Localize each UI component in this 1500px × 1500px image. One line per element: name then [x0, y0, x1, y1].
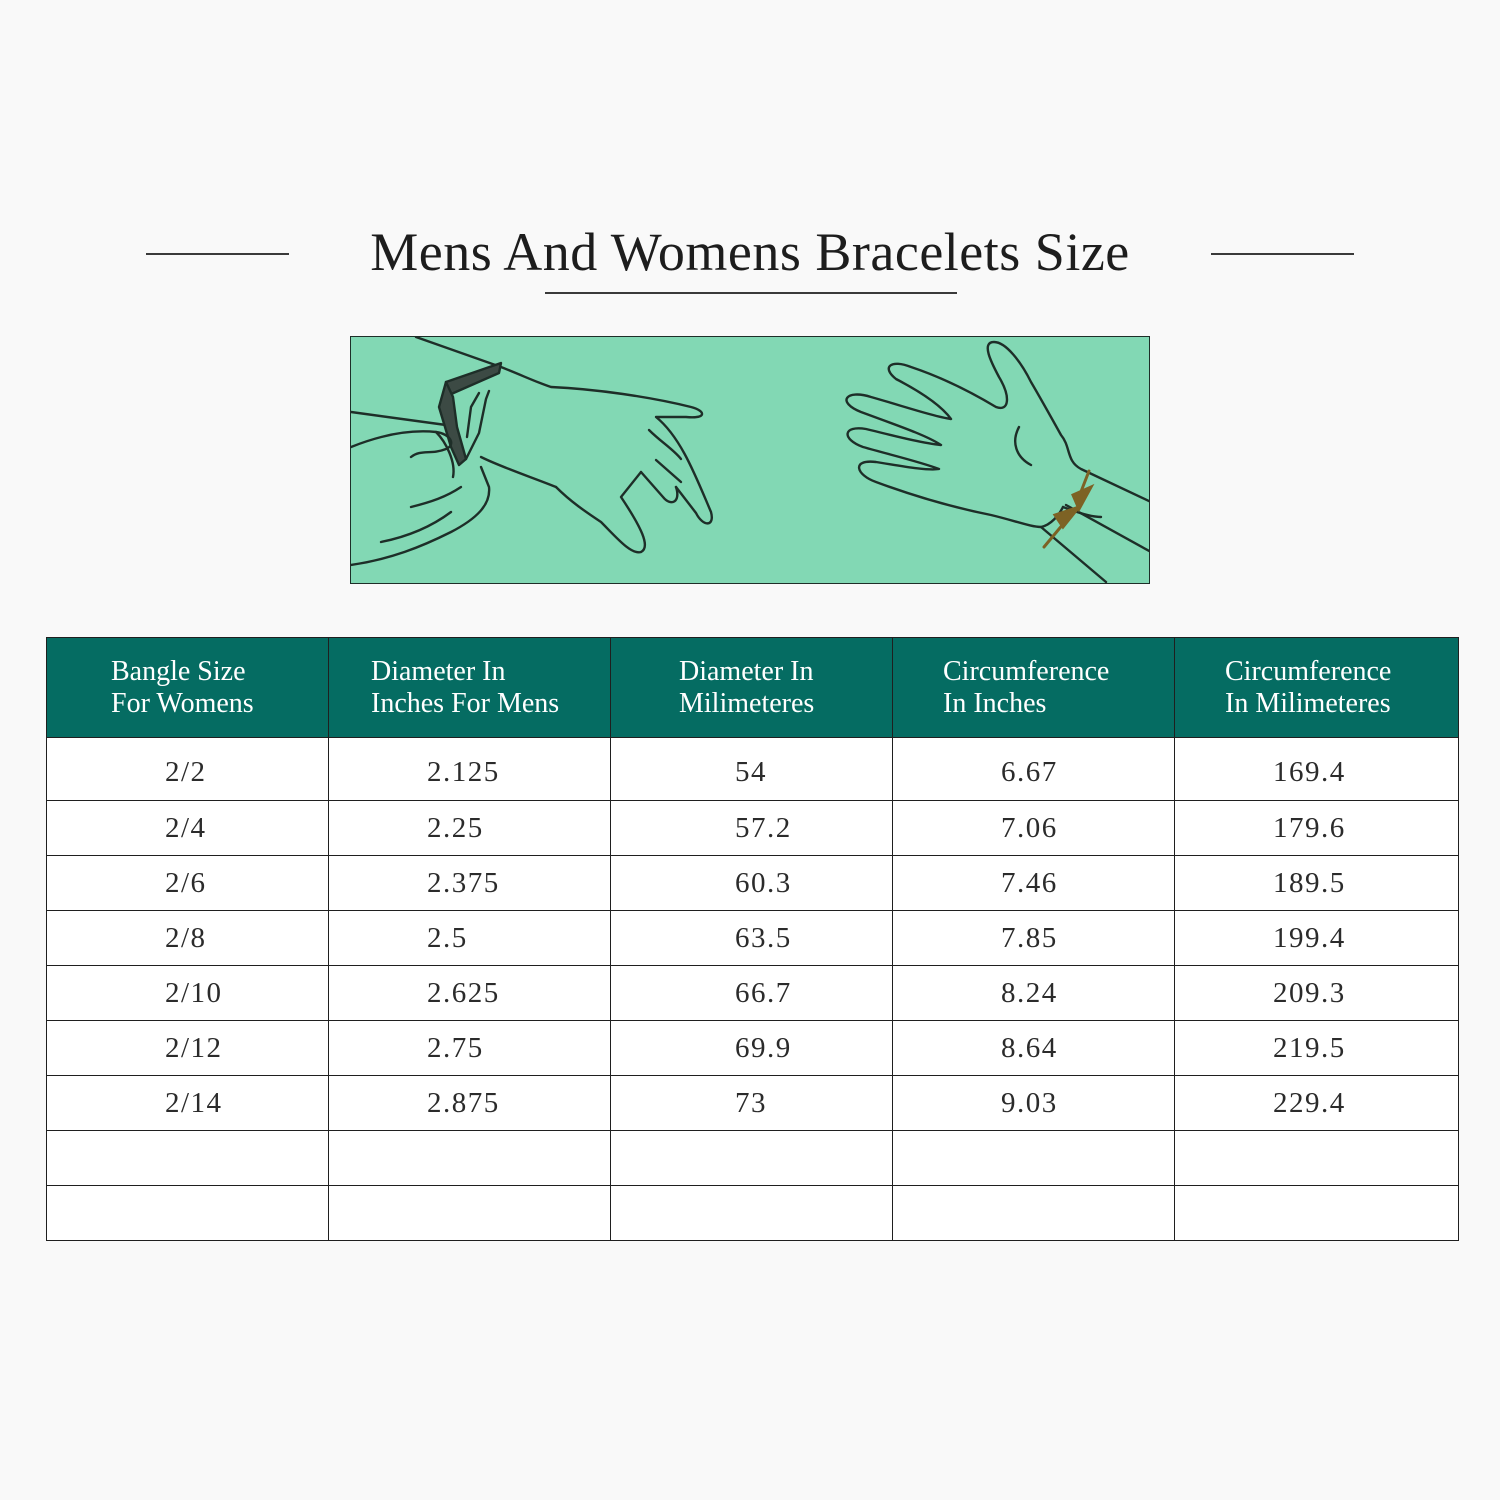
table-cell	[611, 1186, 893, 1241]
column-header-bangle-size: Bangle Size For Womens	[47, 638, 329, 738]
table-cell: 169.4	[1175, 738, 1459, 801]
table-cell: 8.24	[893, 966, 1175, 1021]
table-row	[47, 738, 1459, 801]
table-cell: 2.125	[329, 738, 611, 801]
table-row	[47, 801, 1459, 856]
table-row	[47, 1021, 1459, 1076]
table-cell	[47, 1131, 329, 1186]
table-cell: 2.375	[329, 856, 611, 911]
table-cell: 2.625	[329, 966, 611, 1021]
column-header-circumference-mm: Circumference In Milimeteres	[1175, 638, 1459, 738]
table-cell: 69.9	[611, 1021, 893, 1076]
title-underline	[545, 292, 957, 294]
bracelet-size-table	[46, 637, 1459, 1241]
table-cell: 7.46	[893, 856, 1175, 911]
table-cell: 6.67	[893, 738, 1175, 801]
table-cell: 8.64	[893, 1021, 1175, 1076]
table-cell	[329, 1131, 611, 1186]
table-cell: 2/6	[47, 856, 329, 911]
table-cell	[611, 1131, 893, 1186]
table-cell: 2/4	[47, 801, 329, 856]
table-cell: 66.7	[611, 966, 893, 1021]
table-cell: 179.6	[1175, 801, 1459, 856]
table-cell: 60.3	[611, 856, 893, 911]
table-cell	[1175, 1186, 1459, 1241]
table-cell: 219.5	[1175, 1021, 1459, 1076]
table-cell: 7.85	[893, 911, 1175, 966]
table-row-empty	[47, 1131, 1459, 1186]
column-header-diameter-inches: Diameter In Inches For Mens	[329, 638, 611, 738]
measuring-wrist-drawing	[351, 337, 1150, 584]
table-cell: 2.5	[329, 911, 611, 966]
table-cell: 54	[611, 738, 893, 801]
table-cell: 209.3	[1175, 966, 1459, 1021]
table-row	[47, 1076, 1459, 1131]
table-cell: 2/8	[47, 911, 329, 966]
table-cell	[329, 1186, 611, 1241]
table-cell: 57.2	[611, 801, 893, 856]
table-row	[47, 966, 1459, 1021]
table-cell: 73	[611, 1076, 893, 1131]
table-cell: 7.06	[893, 801, 1175, 856]
table-row-empty	[47, 1186, 1459, 1241]
table-cell: 2/10	[47, 966, 329, 1021]
table-cell	[47, 1186, 329, 1241]
table-cell: 189.5	[1175, 856, 1459, 911]
table-cell	[893, 1131, 1175, 1186]
column-header-diameter-mm: Diameter In Milimeteres	[611, 638, 893, 738]
page-title: Mens And Womens Bracelets Size	[370, 222, 1130, 282]
table-row	[47, 911, 1459, 966]
table-cell: 9.03	[893, 1076, 1175, 1131]
wrist-measurement-illustration	[350, 336, 1150, 584]
table-cell: 2/2	[47, 738, 329, 801]
table-cell: 2/14	[47, 1076, 329, 1131]
table-cell: 63.5	[611, 911, 893, 966]
table-header-row	[47, 638, 1459, 738]
table-cell	[893, 1186, 1175, 1241]
table-row	[47, 856, 1459, 911]
table-cell	[1175, 1131, 1459, 1186]
table-cell: 199.4	[1175, 911, 1459, 966]
title-right-rule	[1211, 253, 1354, 255]
table-cell: 2.875	[329, 1076, 611, 1131]
table-cell: 2/12	[47, 1021, 329, 1076]
column-header-circumference-inches: Circumference In Inches	[893, 638, 1175, 738]
table-cell: 2.25	[329, 801, 611, 856]
table-cell: 229.4	[1175, 1076, 1459, 1131]
title-left-rule	[146, 253, 289, 255]
table-cell: 2.75	[329, 1021, 611, 1076]
